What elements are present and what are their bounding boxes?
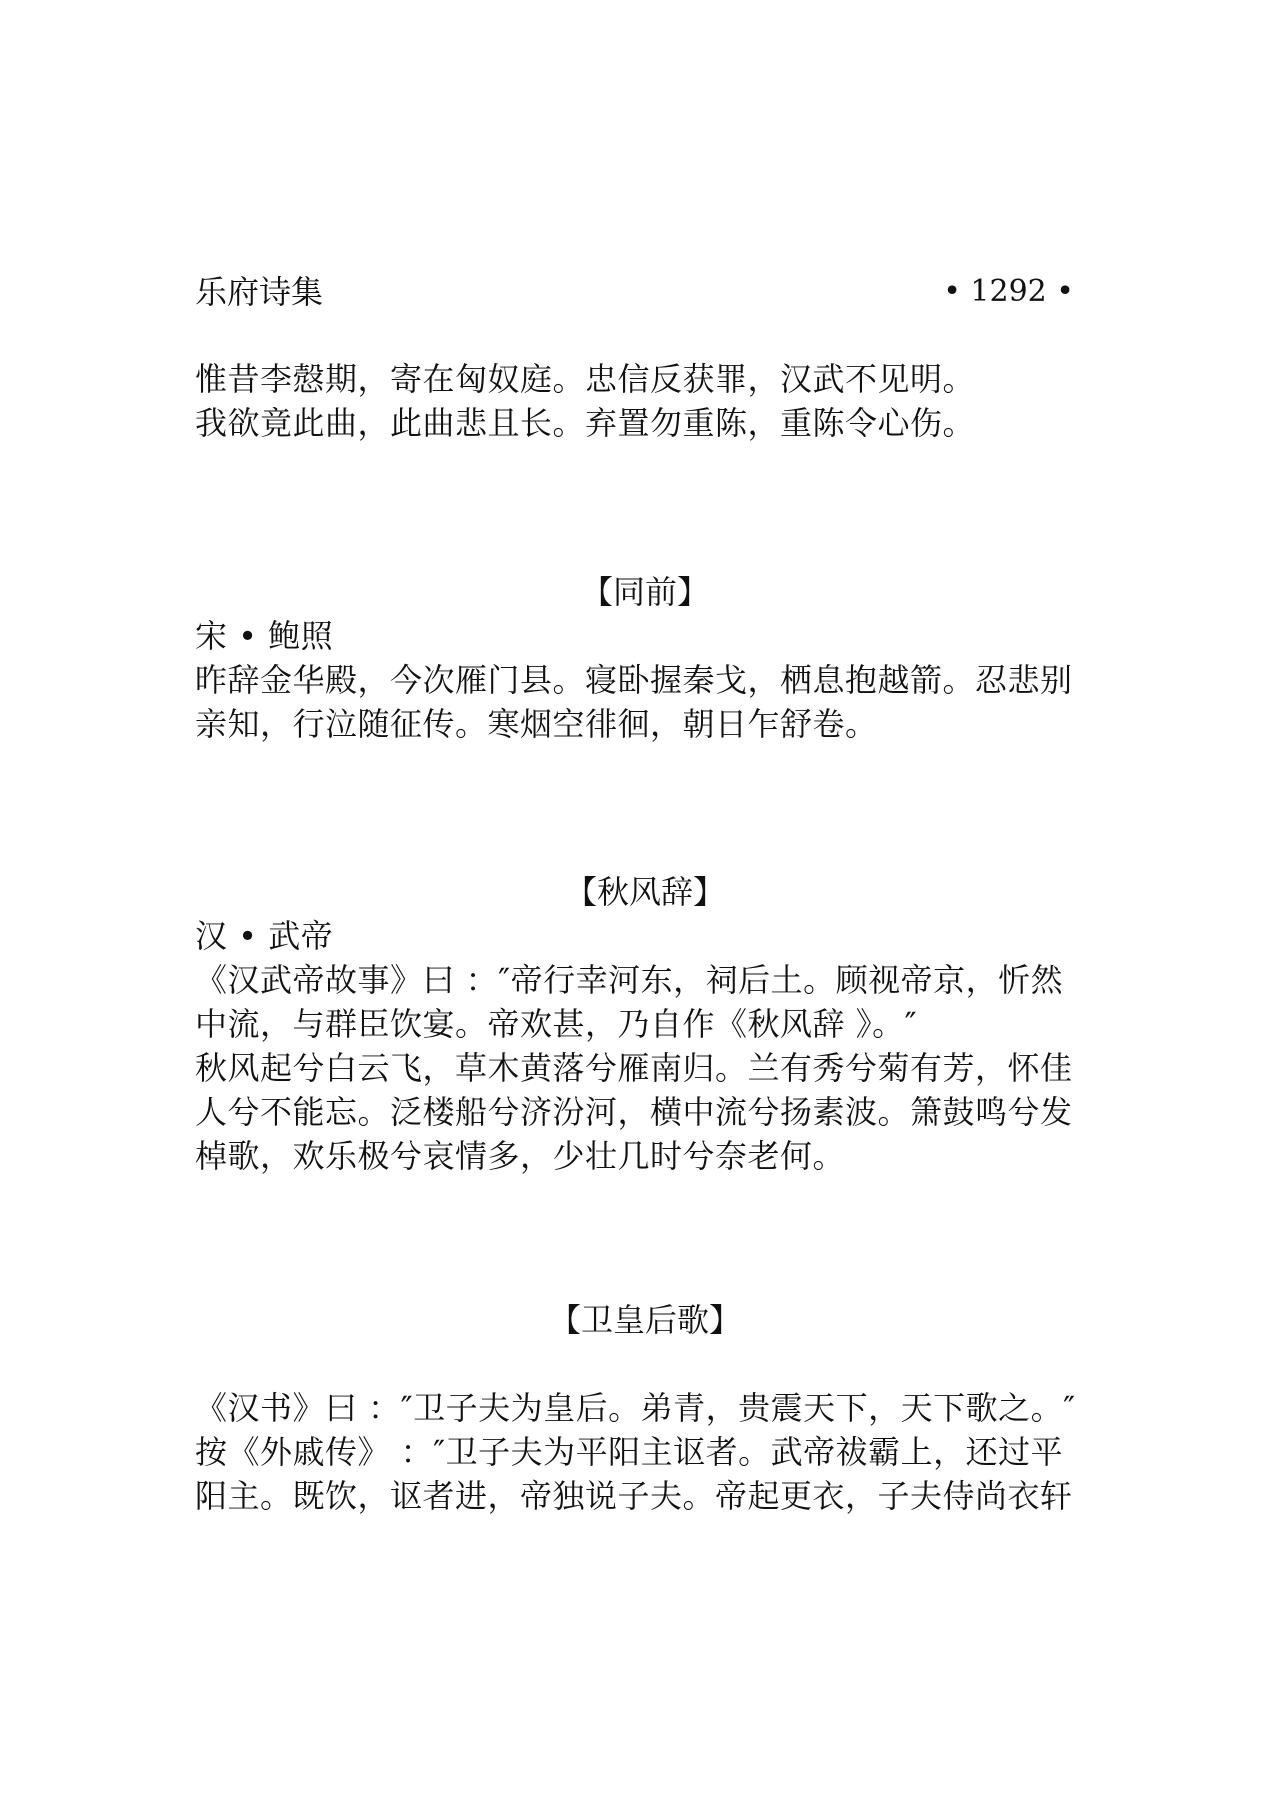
section-body-tongqian (195, 614, 1095, 746)
section-body-qiufengci (195, 914, 1095, 1178)
page-number: • 1292 • (943, 274, 1074, 309)
text-line: 《汉武帝故事》曰 ：″帝行幸河东，祠后土。顾视帝京，忻然 (195, 961, 1064, 999)
text-line: 按《外戚传》 ：″卫子夫为平阳主讴者。武帝祓霸上，还过平 (195, 1433, 1064, 1471)
text-line: 人兮不能忘。泛楼船兮济汾河，横中流兮扬素波。箫鼓鸣兮发 (195, 1093, 1073, 1131)
text-line: 中流，与群臣饮宴。帝欢甚，乃自作《秋风辞 》。″ (195, 1005, 918, 1043)
section-title-tongqian: 【同前】 (580, 573, 709, 611)
section-title-qiufengci: 【秋风辞】 (564, 873, 725, 911)
section-title-weihuanghouge: 【卫皇后歌】 (548, 1301, 741, 1339)
text-line: 秋风起兮白云飞，草木黄落兮雁南归。兰有秀兮菊有芳，怀佳 (195, 1049, 1073, 1087)
author-line: 宋 • 鲍照 (195, 617, 334, 655)
author-line: 汉 • 武帝 (195, 917, 334, 955)
text-line: 《汉书》曰 ：″卫子夫为皇后。弟青，贵震天下，天下歌之。″ (195, 1389, 1076, 1427)
book-title: 乐府诗集 (195, 273, 324, 311)
text-line: 昨辞金华殿，今次雁门县。寝卧握秦戈，栖息抱越箭。忍悲别 (195, 661, 1073, 699)
section-body-weihuanghouge (195, 1386, 1095, 1518)
text-line: 阳主。既饮，讴者进，帝独说子夫。帝起更衣，子夫侍尚衣轩 (195, 1477, 1073, 1515)
text-line: 我欲竟此曲，此曲悲且长。弃置勿重陈，重陈令心伤。 (195, 404, 976, 442)
text-line: 棹歌，欢乐极兮哀情多，少壮几时兮奈老何。 (195, 1137, 846, 1175)
intro-poem (195, 357, 1095, 445)
text-line: 惟昔李慤期，寄在匈奴庭。忠信反获罪，汉武不见明。 (195, 360, 976, 398)
text-line: 亲知，行泣随征传。寒烟空徘徊，朝日乍舒卷。 (195, 705, 878, 743)
